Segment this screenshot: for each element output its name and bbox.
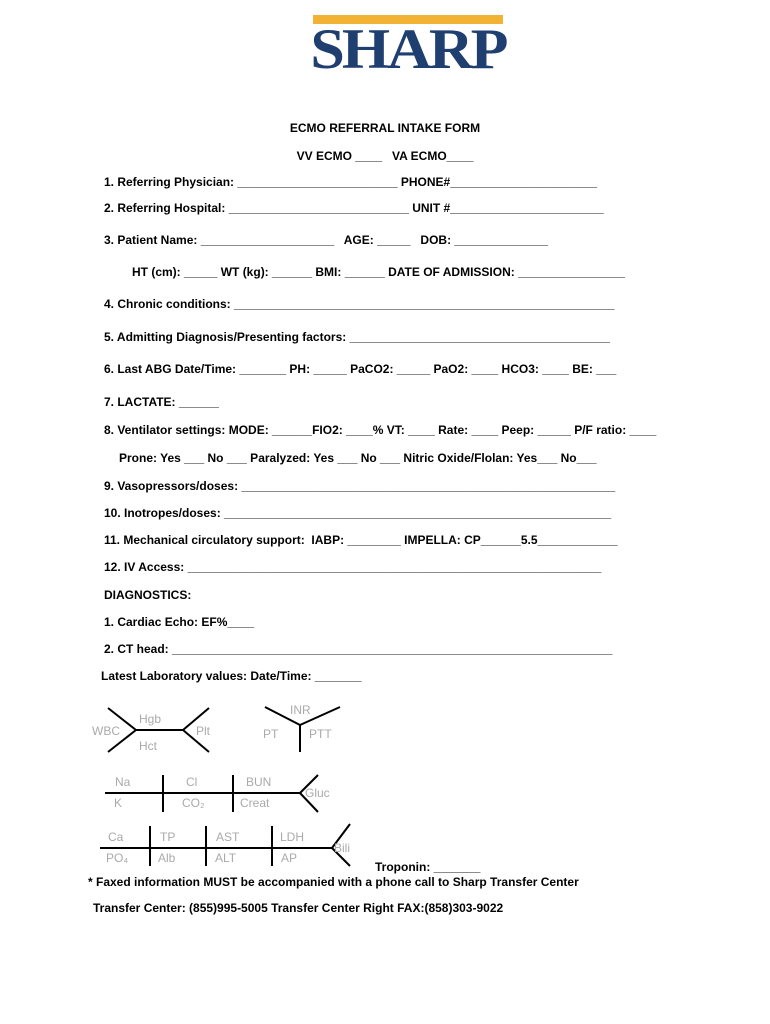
lactate-line: 7. LACTATE: ______ <box>104 395 219 409</box>
transfer-center-contact: Transfer Center: (855)995-5005 Transfer Center Right FAX:(858)303-9022 <box>93 901 504 915</box>
hgb-label: Hgb <box>139 712 162 726</box>
form-title: ECMO REFERRAL INTAKE FORM <box>289 121 481 135</box>
iv-access-line: 12. IV Access: ______________________________________________________________ <box>104 560 602 574</box>
lab-values-line: Latest Laboratory values: Date/Time: _______ <box>101 669 362 683</box>
hct-label: Hct <box>139 739 157 753</box>
na-label: Na <box>115 775 131 789</box>
bun-label: BUN <box>246 775 272 789</box>
ast-label: AST <box>216 830 240 844</box>
ct-head-line: 2. CT head: __________________________________________________________________ <box>104 642 613 656</box>
co2-label: CO₂ <box>182 796 205 810</box>
k-label: K <box>114 796 123 810</box>
patient-name-line: 3. Patient Name: ____________________ AGE: _____ DOB: ______________ <box>104 233 548 247</box>
bili-label: Bili <box>334 841 351 855</box>
cardiac-echo-line: 1. Cardiac Echo: EF%____ <box>104 615 255 629</box>
ca-label: Ca <box>108 830 124 844</box>
plt-label: Plt <box>196 724 211 738</box>
fax-note: * Faxed information MUST be accompanied with a phone call to Sharp Transfer Center <box>88 875 579 889</box>
gluc-label: Gluc <box>305 786 330 800</box>
troponin-line: Troponin: _______ <box>375 860 481 874</box>
ecmo-type-line: VV ECMO ____ VA ECMO____ <box>296 149 474 163</box>
wbc-label: WBC <box>92 724 120 738</box>
ventilator-settings-line: 8. Ventilator settings: MODE: ______FIO2: ____% VT: ____ Rate: ____ Peep: _____ P/F ratio: ____ <box>104 423 657 437</box>
sharp-logo: SHARP <box>310 18 506 81</box>
alb-label: Alb <box>158 851 176 865</box>
diagnostics-heading: DIAGNOSTICS: <box>104 588 192 602</box>
pt-label: PT <box>263 727 279 741</box>
abg-line: 6. Last ABG Date/Time: _______ PH: _____ PaCO2: _____ PaO2: ____ HCO3: ____ BE: ___ <box>104 362 617 376</box>
inotropes-line: 10. Inotropes/doses: __________________________________________________________ <box>104 506 612 520</box>
mechanical-support-line: 11. Mechanical circulatory support: IABP: ________ IMPELLA: CP______5.5____________ <box>104 533 618 547</box>
ldh-label: LDH <box>280 830 305 844</box>
chronic-conditions-line: 4. Chronic conditions: _________________________________________________________ <box>104 297 615 311</box>
admitting-diagnosis-line: 5. Admitting Diagnosis/Presenting factors: _______________________________________ <box>104 330 610 344</box>
ap-label: AP <box>281 851 298 865</box>
ptt-label: PTT <box>309 727 332 741</box>
cl-label: Cl <box>186 775 198 789</box>
tp-label: TP <box>160 830 176 844</box>
po4-label: PO₄ <box>106 851 129 865</box>
creat-label: Creat <box>240 796 270 810</box>
vasopressors-line: 9. Vasopressors/doses: ________________________________________________________ <box>104 479 616 493</box>
prone-paralyzed-line: Prone: Yes ___ No ___ Paralyzed: Yes ___ No ___ Nitric Oxide/Flolan: Yes___ No___ <box>119 451 597 465</box>
alt-label: ALT <box>215 851 237 865</box>
referring-hospital-line: 2. Referring Hospital: ___________________________ UNIT #_______________________ <box>104 201 604 215</box>
inr-label: INR <box>290 703 311 717</box>
referring-physician-line: 1. Referring Physician: ________________________ PHONE#______________________ <box>104 175 598 189</box>
height-weight-line: HT (cm): _____ WT (kg): ______ BMI: ______ DATE OF ADMISSION: ________________ <box>132 265 625 279</box>
